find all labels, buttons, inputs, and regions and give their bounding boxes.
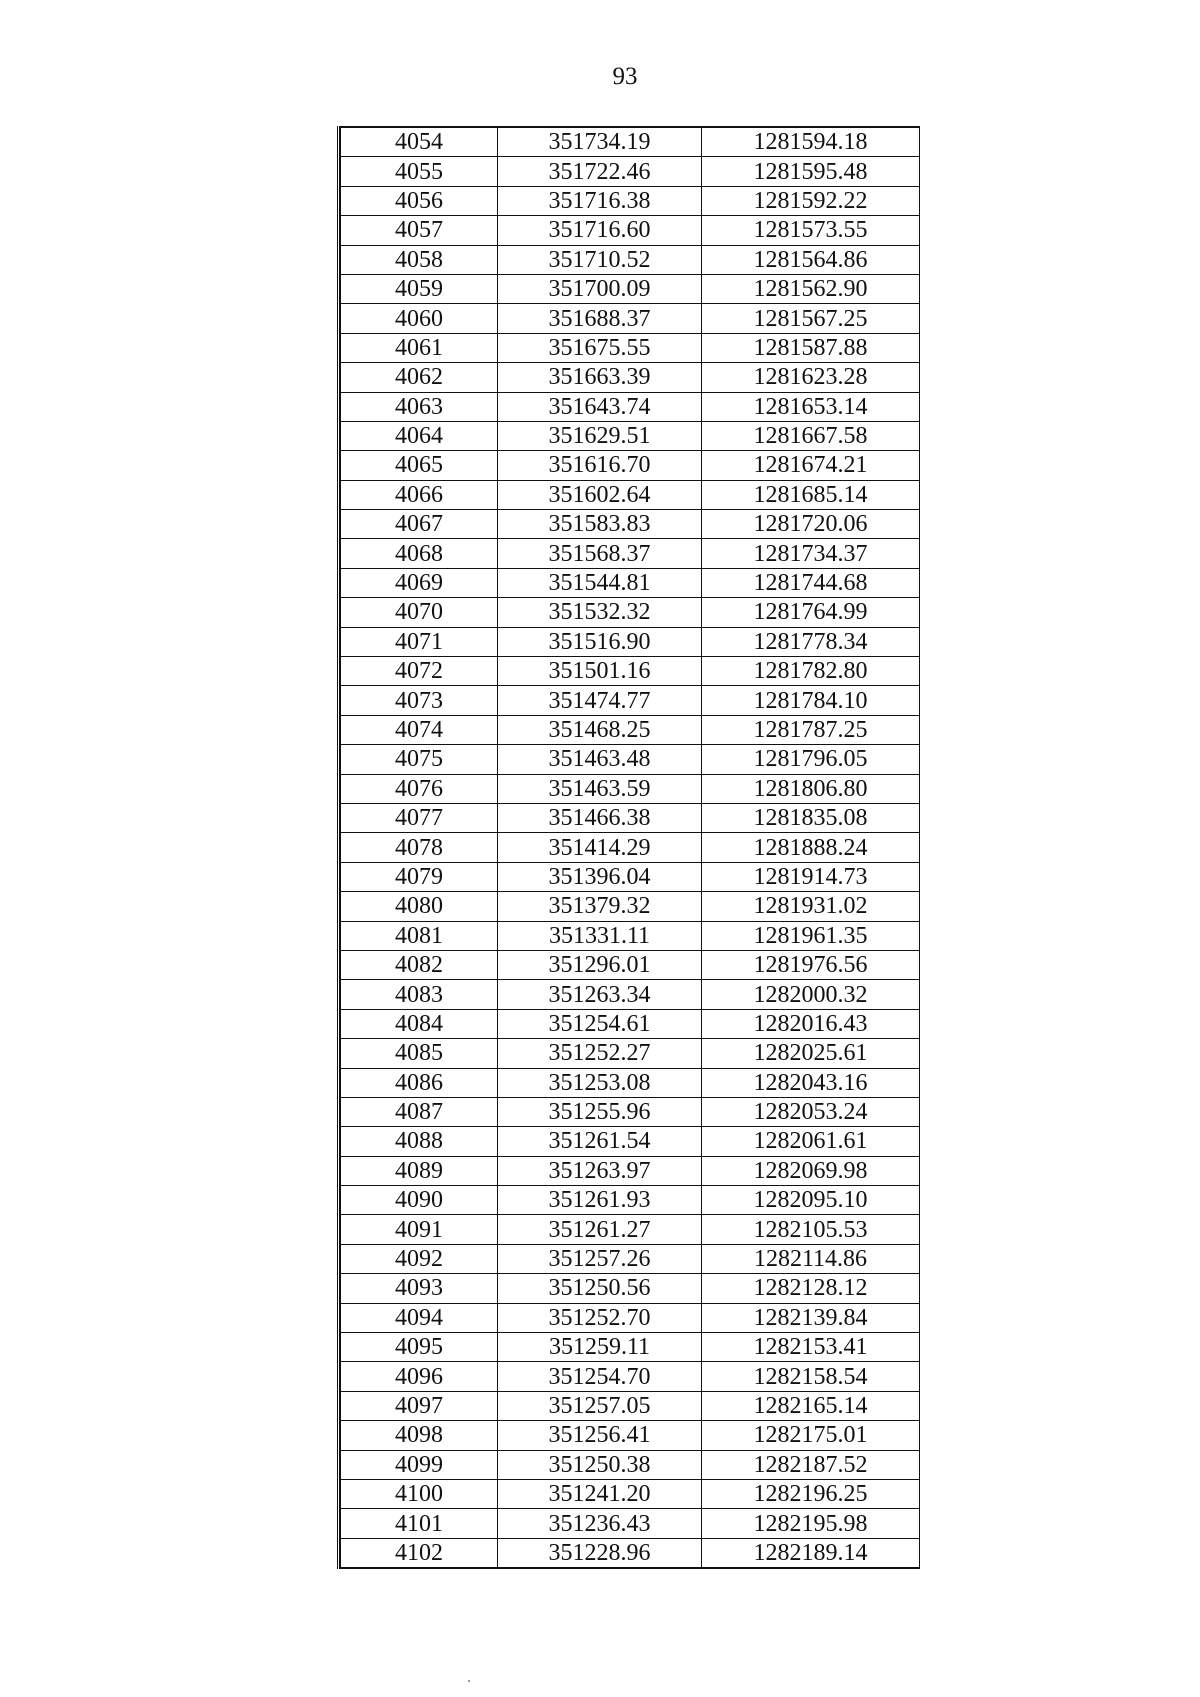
point-number-cell: 4081: [341, 921, 498, 950]
point-number-cell: 4074: [341, 715, 498, 744]
x-coordinate-cell: 351263.97: [498, 1156, 702, 1185]
table-row: [341, 1303, 920, 1332]
x-coordinate-cell: 351253.08: [498, 1068, 702, 1097]
point-number-cell: 4097: [341, 1391, 498, 1420]
x-coordinate-cell: 351236.43: [498, 1509, 702, 1538]
x-coordinate-cell: 351263.34: [498, 980, 702, 1009]
point-number-cell: 4061: [341, 333, 498, 362]
point-number-cell: 4094: [341, 1303, 498, 1332]
y-coordinate-cell: 1282095.10: [702, 1186, 920, 1215]
table-row: [341, 510, 920, 539]
point-number-cell: 4072: [341, 657, 498, 686]
x-coordinate-cell: 351568.37: [498, 539, 702, 568]
point-number-cell: 4086: [341, 1068, 498, 1097]
table-row: [341, 774, 920, 803]
table-row: [341, 1450, 920, 1479]
point-number-cell: 4091: [341, 1215, 498, 1244]
coordinates-table-wrapper: [337, 126, 920, 1569]
y-coordinate-cell: 1282016.43: [702, 1009, 920, 1038]
table-row: [341, 833, 920, 862]
x-coordinate-cell: 351616.70: [498, 451, 702, 480]
y-coordinate-cell: 1281587.88: [702, 333, 920, 362]
table-row: [341, 186, 920, 215]
x-coordinate-cell: 351675.55: [498, 333, 702, 362]
x-coordinate-cell: 351602.64: [498, 480, 702, 509]
point-number-cell: 4082: [341, 950, 498, 979]
y-coordinate-cell: 1282187.52: [702, 1450, 920, 1479]
y-coordinate-cell: 1281778.34: [702, 627, 920, 656]
table-row: [341, 304, 920, 333]
point-number-cell: 4054: [341, 127, 498, 157]
y-coordinate-cell: 1282189.14: [702, 1538, 920, 1568]
y-coordinate-cell: 1281835.08: [702, 803, 920, 832]
point-number-cell: 4102: [341, 1538, 498, 1568]
x-coordinate-cell: 351414.29: [498, 833, 702, 862]
y-coordinate-cell: 1282175.01: [702, 1421, 920, 1450]
x-coordinate-cell: 351261.27: [498, 1215, 702, 1244]
point-number-cell: 4095: [341, 1333, 498, 1362]
point-number-cell: 4060: [341, 304, 498, 333]
table-row: [341, 862, 920, 891]
table-row: [341, 715, 920, 744]
point-number-cell: 4079: [341, 862, 498, 891]
point-number-cell: 4085: [341, 1039, 498, 1068]
y-coordinate-cell: 1282165.14: [702, 1391, 920, 1420]
table-row: [341, 157, 920, 186]
x-coordinate-cell: 351583.83: [498, 510, 702, 539]
table-row: [341, 1127, 920, 1156]
table-row: [341, 892, 920, 921]
y-coordinate-cell: 1282139.84: [702, 1303, 920, 1332]
y-coordinate-cell: 1282195.98: [702, 1509, 920, 1538]
y-coordinate-cell: 1281595.48: [702, 157, 920, 186]
y-coordinate-cell: 1281976.56: [702, 950, 920, 979]
x-coordinate-cell: 351259.11: [498, 1333, 702, 1362]
table-row: [341, 1039, 920, 1068]
point-number-cell: 4076: [341, 774, 498, 803]
x-coordinate-cell: 351663.39: [498, 363, 702, 392]
x-coordinate-cell: 351700.09: [498, 274, 702, 303]
table-row: [341, 1186, 920, 1215]
table-row: [341, 1333, 920, 1362]
y-coordinate-cell: 1281594.18: [702, 127, 920, 157]
point-number-cell: 4071: [341, 627, 498, 656]
table-row: [341, 921, 920, 950]
table-row: [341, 274, 920, 303]
table-row: [341, 1215, 920, 1244]
y-coordinate-cell: 1281764.99: [702, 598, 920, 627]
table-row: [341, 803, 920, 832]
point-number-cell: 4088: [341, 1127, 498, 1156]
y-coordinate-cell: 1281573.55: [702, 216, 920, 245]
point-number-cell: 4093: [341, 1274, 498, 1303]
coordinates-table: [340, 126, 920, 1569]
point-number-cell: 4078: [341, 833, 498, 862]
x-coordinate-cell: 351532.32: [498, 598, 702, 627]
point-number-cell: 4055: [341, 157, 498, 186]
point-number-cell: 4073: [341, 686, 498, 715]
point-number-cell: 4066: [341, 480, 498, 509]
x-coordinate-cell: 351241.20: [498, 1479, 702, 1508]
y-coordinate-cell: 1281931.02: [702, 892, 920, 921]
y-coordinate-cell: 1281562.90: [702, 274, 920, 303]
table-row: [341, 1538, 920, 1568]
x-coordinate-cell: 351710.52: [498, 245, 702, 274]
y-coordinate-cell: 1281961.35: [702, 921, 920, 950]
table-row: [341, 627, 920, 656]
y-coordinate-cell: 1282000.32: [702, 980, 920, 1009]
x-coordinate-cell: 351250.38: [498, 1450, 702, 1479]
table-row: [341, 598, 920, 627]
table-row: [341, 1097, 920, 1126]
y-coordinate-cell: 1282105.53: [702, 1215, 920, 1244]
x-coordinate-cell: 351716.60: [498, 216, 702, 245]
y-coordinate-cell: 1281623.28: [702, 363, 920, 392]
y-coordinate-cell: 1281653.14: [702, 392, 920, 421]
table-row: [341, 451, 920, 480]
x-coordinate-cell: 351296.01: [498, 950, 702, 979]
table-row: [341, 421, 920, 450]
point-number-cell: 4077: [341, 803, 498, 832]
y-coordinate-cell: 1281784.10: [702, 686, 920, 715]
x-coordinate-cell: 351379.32: [498, 892, 702, 921]
table-row: [341, 127, 920, 157]
y-coordinate-cell: 1281914.73: [702, 862, 920, 891]
table-row: [341, 363, 920, 392]
x-coordinate-cell: 351252.70: [498, 1303, 702, 1332]
point-number-cell: 4069: [341, 568, 498, 597]
y-coordinate-cell: 1281806.80: [702, 774, 920, 803]
point-number-cell: 4057: [341, 216, 498, 245]
table-row: [341, 1509, 920, 1538]
point-number-cell: 4062: [341, 363, 498, 392]
point-number-cell: 4090: [341, 1186, 498, 1215]
x-coordinate-cell: 351516.90: [498, 627, 702, 656]
x-coordinate-cell: 351228.96: [498, 1538, 702, 1568]
point-number-cell: 4058: [341, 245, 498, 274]
point-number-cell: 4064: [341, 421, 498, 450]
point-number-cell: 4087: [341, 1097, 498, 1126]
table-row: [341, 1009, 920, 1038]
x-coordinate-cell: 351501.16: [498, 657, 702, 686]
point-number-cell: 4068: [341, 539, 498, 568]
y-coordinate-cell: 1282153.41: [702, 1333, 920, 1362]
y-coordinate-cell: 1281674.21: [702, 451, 920, 480]
y-coordinate-cell: 1281592.22: [702, 186, 920, 215]
point-number-cell: 4084: [341, 1009, 498, 1038]
point-number-cell: 4070: [341, 598, 498, 627]
x-coordinate-cell: 351256.41: [498, 1421, 702, 1450]
x-coordinate-cell: 351257.05: [498, 1391, 702, 1420]
x-coordinate-cell: 351734.19: [498, 127, 702, 157]
table-row: [341, 1479, 920, 1508]
x-coordinate-cell: 351722.46: [498, 157, 702, 186]
table-row: [341, 216, 920, 245]
y-coordinate-cell: 1282114.86: [702, 1244, 920, 1273]
point-number-cell: 4067: [341, 510, 498, 539]
y-coordinate-cell: 1281744.68: [702, 568, 920, 597]
table-row: [341, 745, 920, 774]
x-coordinate-cell: 351629.51: [498, 421, 702, 450]
table-row: [341, 1156, 920, 1185]
x-coordinate-cell: 351688.37: [498, 304, 702, 333]
table-row: [341, 539, 920, 568]
x-coordinate-cell: 351257.26: [498, 1244, 702, 1273]
x-coordinate-cell: 351261.93: [498, 1186, 702, 1215]
y-coordinate-cell: 1281787.25: [702, 715, 920, 744]
point-number-cell: 4096: [341, 1362, 498, 1391]
table-row: [341, 657, 920, 686]
coordinates-table-body: [341, 127, 920, 1568]
x-coordinate-cell: 351254.70: [498, 1362, 702, 1391]
point-number-cell: 4098: [341, 1421, 498, 1450]
x-coordinate-cell: 351463.48: [498, 745, 702, 774]
x-coordinate-cell: 351254.61: [498, 1009, 702, 1038]
table-row: [341, 568, 920, 597]
y-coordinate-cell: 1282158.54: [702, 1362, 920, 1391]
point-number-cell: 4065: [341, 451, 498, 480]
y-coordinate-cell: 1282069.98: [702, 1156, 920, 1185]
table-row: [341, 1274, 920, 1303]
y-coordinate-cell: 1281567.25: [702, 304, 920, 333]
x-coordinate-cell: 351544.81: [498, 568, 702, 597]
point-number-cell: 4083: [341, 980, 498, 1009]
x-coordinate-cell: 351261.54: [498, 1127, 702, 1156]
table-row: [341, 480, 920, 509]
x-coordinate-cell: 351474.77: [498, 686, 702, 715]
point-number-cell: 4063: [341, 392, 498, 421]
point-number-cell: 4100: [341, 1479, 498, 1508]
y-coordinate-cell: 1282043.16: [702, 1068, 920, 1097]
table-row: [341, 245, 920, 274]
x-coordinate-cell: 351468.25: [498, 715, 702, 744]
table-row: [341, 1391, 920, 1420]
table-row: [341, 980, 920, 1009]
point-number-cell: 4092: [341, 1244, 498, 1273]
point-number-cell: 4080: [341, 892, 498, 921]
table-row: [341, 1068, 920, 1097]
y-coordinate-cell: 1281782.80: [702, 657, 920, 686]
scan-speck: [468, 1680, 470, 1682]
point-number-cell: 4075: [341, 745, 498, 774]
y-coordinate-cell: 1282128.12: [702, 1274, 920, 1303]
x-coordinate-cell: 351466.38: [498, 803, 702, 832]
y-coordinate-cell: 1282025.61: [702, 1039, 920, 1068]
x-coordinate-cell: 351396.04: [498, 862, 702, 891]
y-coordinate-cell: 1281796.05: [702, 745, 920, 774]
point-number-cell: 4059: [341, 274, 498, 303]
x-coordinate-cell: 351643.74: [498, 392, 702, 421]
table-row: [341, 392, 920, 421]
y-coordinate-cell: 1281564.86: [702, 245, 920, 274]
table-row: [341, 950, 920, 979]
y-coordinate-cell: 1282061.61: [702, 1127, 920, 1156]
x-coordinate-cell: 351463.59: [498, 774, 702, 803]
y-coordinate-cell: 1281888.24: [702, 833, 920, 862]
table-row: [341, 333, 920, 362]
y-coordinate-cell: 1281667.58: [702, 421, 920, 450]
point-number-cell: 4089: [341, 1156, 498, 1185]
x-coordinate-cell: 351250.56: [498, 1274, 702, 1303]
y-coordinate-cell: 1281720.06: [702, 510, 920, 539]
page-number: 93: [612, 63, 638, 90]
y-coordinate-cell: 1282053.24: [702, 1097, 920, 1126]
table-row: [341, 686, 920, 715]
x-coordinate-cell: 351255.96: [498, 1097, 702, 1126]
x-coordinate-cell: 351252.27: [498, 1039, 702, 1068]
point-number-cell: 4101: [341, 1509, 498, 1538]
x-coordinate-cell: 351331.11: [498, 921, 702, 950]
y-coordinate-cell: 1282196.25: [702, 1479, 920, 1508]
point-number-cell: 4099: [341, 1450, 498, 1479]
point-number-cell: 4056: [341, 186, 498, 215]
table-row: [341, 1244, 920, 1273]
table-row: [341, 1421, 920, 1450]
x-coordinate-cell: 351716.38: [498, 186, 702, 215]
y-coordinate-cell: 1281734.37: [702, 539, 920, 568]
table-row: [341, 1362, 920, 1391]
y-coordinate-cell: 1281685.14: [702, 480, 920, 509]
